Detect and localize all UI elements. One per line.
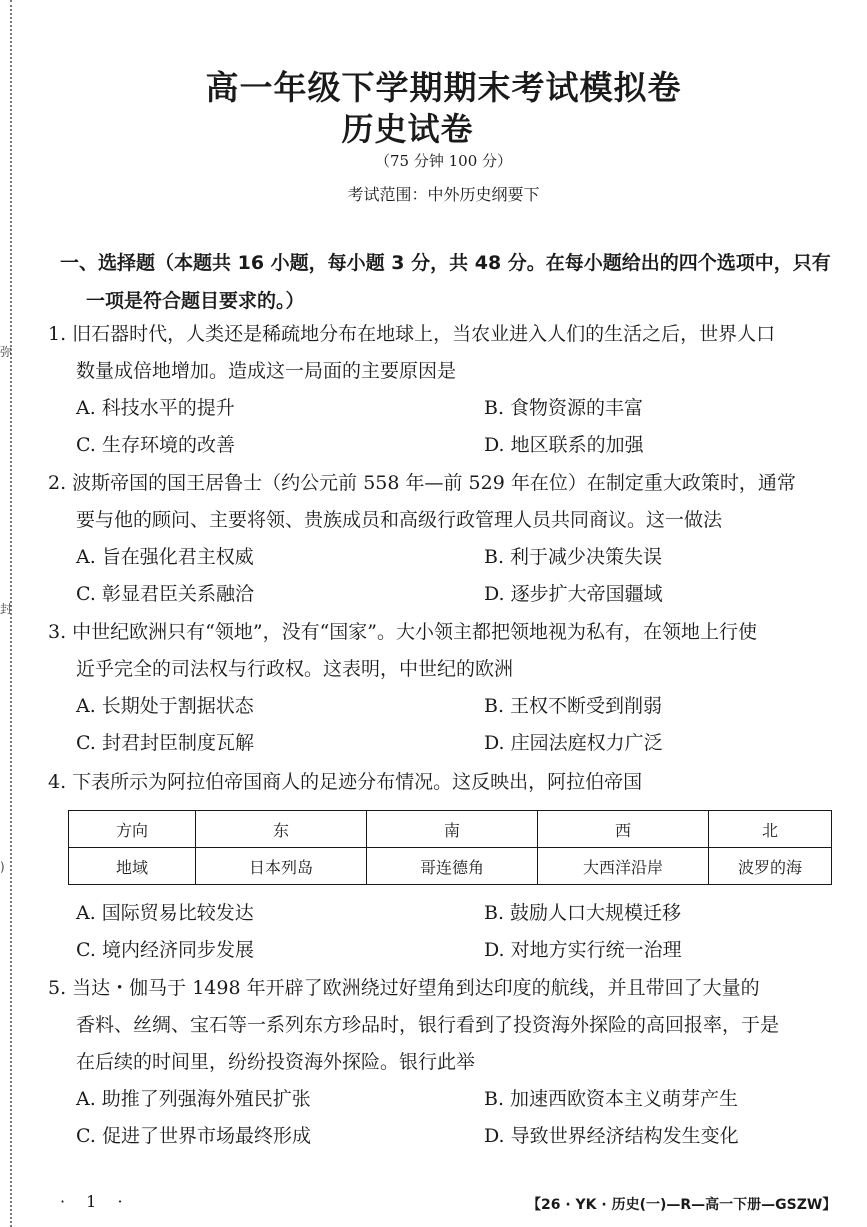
- option-c[interactable]: C. 彰显君臣关系融洽: [76, 583, 254, 605]
- table-row: [69, 848, 832, 885]
- question-5-options: [48, 1081, 832, 1155]
- margin-mark-fold: 封: [0, 602, 13, 616]
- section-heading-line-1: 一、选择题（本题共 16 小题，每小题 3 分，共 48 分。在每小题给出的四个选项中，只有: [60, 252, 831, 274]
- margin-mark-paren: ): [0, 860, 5, 874]
- table-cell: 日本列岛: [196, 848, 367, 885]
- table-cell: 哥连德角: [367, 848, 538, 885]
- option-a[interactable]: A. 助推了列强海外殖民扩张: [76, 1088, 311, 1110]
- margin-mark-seal: 弥: [0, 345, 13, 359]
- option-c[interactable]: C. 封君封臣制度瓦解: [76, 732, 254, 754]
- table-cell: 北: [709, 811, 832, 848]
- question-1-stem-line-1: 1. 旧石器时代，人类还是稀疏地分布在地球上，当农业进入人们的生活之后，世界人口: [48, 323, 776, 345]
- option-c[interactable]: C. 境内经济同步发展: [76, 939, 254, 961]
- question-4-stem-line-1: 4. 下表所示为阿拉伯帝国商人的足迹分布情况。这反映出，阿拉伯帝国: [48, 771, 643, 793]
- exam-code: 【26 · YK · 历史(一)—R—高一下册—GSZW】: [527, 1197, 837, 1213]
- option-b[interactable]: B. 利于减少决策失误: [484, 546, 663, 568]
- exam-duration: （75 分钟 100 分）: [374, 152, 513, 170]
- option-c[interactable]: C. 生存环境的改善: [76, 434, 235, 456]
- section-heading: [60, 244, 832, 320]
- merchant-footprint-table: [68, 810, 832, 885]
- option-d[interactable]: D. 庄园法庭权力广泛: [484, 732, 663, 754]
- question-5-stem-line-1: 5. 当达・伽马于 1498 年开辟了欧洲绕过好望角到达印度的航线，并且带回了大量的: [48, 977, 760, 999]
- table-header-row: [69, 811, 832, 848]
- table-cell: 方向: [69, 811, 196, 848]
- question-2-stem-line-1: 2. 波斯帝国的国王居鲁士（约公元前 558 年—前 529 年在位）在制定重大政策时，通常: [48, 472, 796, 494]
- option-d[interactable]: D. 逐步扩大帝国疆域: [484, 583, 663, 605]
- question-2: [48, 465, 832, 613]
- option-a[interactable]: A. 科技水平的提升: [76, 397, 235, 419]
- question-3: [48, 614, 832, 762]
- question-5-stem-line-3: 在后续的时间里，纷纷投资海外探险。银行此举: [76, 1051, 476, 1073]
- option-d[interactable]: D. 对地方实行统一治理: [484, 939, 682, 961]
- table-cell: 南: [367, 811, 538, 848]
- question-5-stem-line-2: 香料、丝绸、宝石等一系列东方珍品时，银行看到了投资海外探险的高回报率，于是: [76, 1014, 780, 1036]
- question-3-options: [48, 688, 832, 762]
- option-b[interactable]: B. 鼓励人口大规模迁移: [484, 902, 682, 924]
- option-b[interactable]: B. 加速西欧资本主义萌芽产生: [484, 1088, 739, 1110]
- option-c[interactable]: C. 促进了世界市场最终形成: [76, 1125, 311, 1147]
- option-a[interactable]: A. 国际贸易比较发达: [76, 902, 254, 924]
- option-d[interactable]: D. 地区联系的加强: [484, 434, 644, 456]
- page-number: · 1 ·: [60, 1192, 131, 1211]
- question-2-stem-line-2: 要与他的顾问、主要将领、贵族成员和高级行政管理人员共同商议。这一做法: [76, 509, 723, 531]
- table-cell: 波罗的海: [709, 848, 832, 885]
- question-4-options: [48, 895, 832, 969]
- question-4-options-block: [48, 895, 832, 969]
- table-cell: 西: [538, 811, 709, 848]
- option-b[interactable]: B. 食物资源的丰富: [484, 397, 644, 419]
- table-cell: 大西洋沿岸: [538, 848, 709, 885]
- section-heading-line-2: 一项是符合题目要求的。）: [86, 290, 305, 312]
- option-a[interactable]: A. 长期处于割据状态: [76, 695, 254, 717]
- table-cell: 地域: [69, 848, 196, 885]
- question-3-stem-line-1: 3. 中世纪欧洲只有“领地”，没有“国家”。大小领主都把领地视为私有，在领地上行使: [48, 621, 758, 643]
- exam-scope: 考试范围：中外历史纲要下: [347, 185, 540, 204]
- option-a[interactable]: A. 旨在强化君主权威: [76, 546, 254, 568]
- question-3-stem-line-2: 近乎完全的司法权与行政权。这表明，中世纪的欧洲: [76, 658, 514, 680]
- exam-subtitle: 历史试卷: [341, 110, 474, 148]
- question-2-options: [48, 539, 832, 613]
- table-cell: 东: [196, 811, 367, 848]
- option-b[interactable]: B. 王权不断受到削弱: [484, 695, 663, 717]
- question-5: [48, 970, 832, 1155]
- question-1-stem-line-2: 数量成倍地增加。造成这一局面的主要原因是: [76, 360, 457, 382]
- question-1: [48, 316, 832, 464]
- question-4-stem: [48, 764, 832, 801]
- option-d[interactable]: D. 导致世界经济结构发生变化: [484, 1125, 739, 1147]
- exam-title: 高一年级下学期期末考试模拟卷: [205, 68, 682, 107]
- question-1-options: [48, 390, 832, 464]
